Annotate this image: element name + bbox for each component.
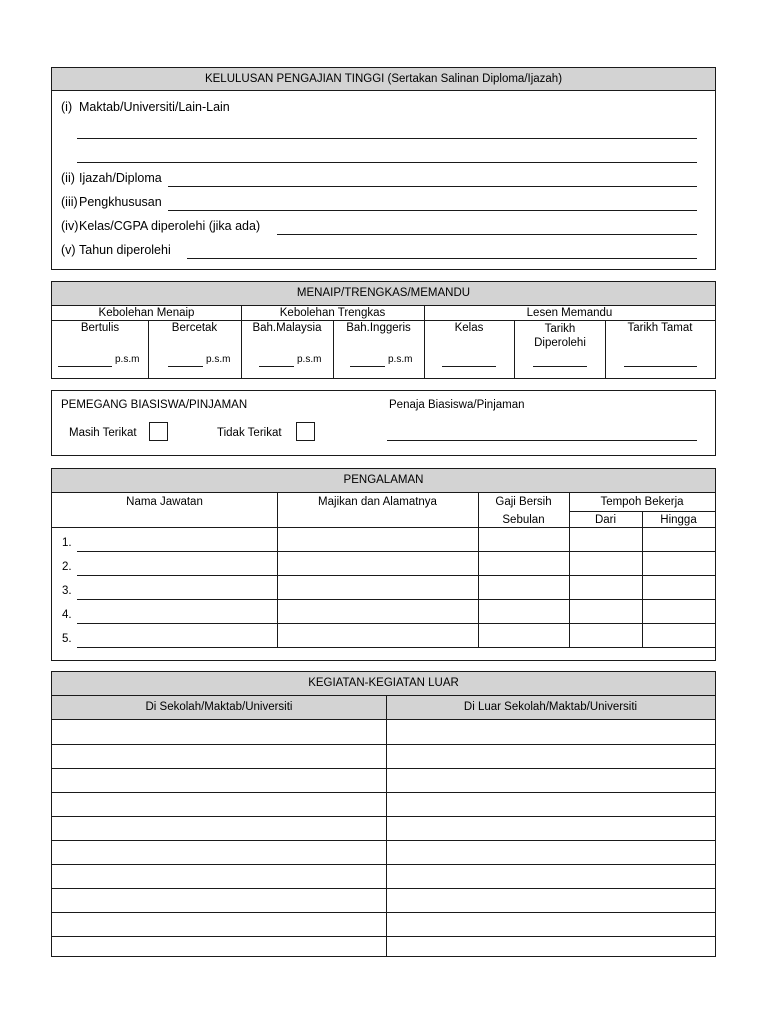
skills-group-divider bbox=[52, 320, 715, 321]
experience-hline bbox=[277, 647, 715, 648]
qualifications-header: KELULUSAN PENGAJIAN TINGGI (Sertakan Salinan Diploma/Ijazah) bbox=[52, 68, 715, 91]
activities-header: KEGIATAN-KEGIATAN LUAR bbox=[52, 672, 715, 696]
skills-input-bah-inggeris[interactable] bbox=[350, 366, 385, 367]
experience-row-num: 3. bbox=[62, 585, 72, 597]
skills-col-tarikh-tamat: Tarikh Tamat bbox=[627, 322, 693, 334]
activities-row-line[interactable] bbox=[52, 744, 715, 745]
qual-2-num: (ii) bbox=[61, 171, 75, 185]
qual-3-num: (iii) bbox=[61, 195, 78, 209]
skills-input-bah-malaysia[interactable] bbox=[259, 366, 294, 367]
qual-3-label: Pengkhususan bbox=[79, 195, 162, 209]
qualifications-section bbox=[51, 67, 716, 270]
skills-header: MENAIP/TRENGKAS/MEMANDU bbox=[52, 282, 715, 306]
qual-3-line[interactable] bbox=[168, 210, 697, 211]
experience-col-salary-2: Sebulan bbox=[502, 514, 545, 526]
experience-row-num: 2. bbox=[62, 561, 72, 573]
experience-vline bbox=[277, 493, 278, 647]
skills-unit: p.s.m bbox=[388, 354, 413, 365]
qual-2-line[interactable] bbox=[168, 186, 697, 187]
activities-row-line[interactable] bbox=[52, 912, 715, 913]
still-bound-checkbox[interactable] bbox=[149, 422, 168, 441]
experience-col-to: Hingga bbox=[660, 514, 697, 526]
experience-hline bbox=[277, 551, 715, 552]
skills-unit: p.s.m bbox=[115, 354, 140, 365]
qual-1-line-2[interactable] bbox=[77, 162, 697, 163]
skills-vline bbox=[514, 320, 515, 378]
experience-job-input[interactable] bbox=[77, 647, 277, 648]
activities-row-line[interactable] bbox=[52, 816, 715, 817]
activities-row-line[interactable] bbox=[52, 888, 715, 889]
sponsor-input-line[interactable] bbox=[387, 440, 697, 441]
skills-input-bertulis[interactable] bbox=[58, 366, 112, 367]
experience-hline bbox=[277, 623, 715, 624]
activities-vline bbox=[386, 696, 387, 956]
activities-row-line[interactable] bbox=[52, 936, 715, 937]
experience-hline bbox=[277, 575, 715, 576]
qual-4-line[interactable] bbox=[277, 234, 697, 235]
experience-section bbox=[51, 468, 716, 661]
skills-col-bah-inggeris: Bah.Inggeris bbox=[346, 322, 411, 334]
skills-col-tarikh-diperolehi: Tarikh Diperolehi bbox=[534, 323, 586, 349]
not-bound-checkbox[interactable] bbox=[296, 422, 315, 441]
qual-4-num: (iv) bbox=[61, 219, 79, 233]
experience-vline bbox=[642, 511, 643, 647]
experience-col-period: Tempoh Bekerja bbox=[600, 496, 684, 508]
experience-hline bbox=[52, 527, 715, 528]
experience-vline bbox=[478, 493, 479, 647]
sponsor-label: Penaja Biasiswa/Pinjaman bbox=[389, 399, 525, 411]
skills-vline bbox=[241, 306, 242, 378]
experience-row-num: 5. bbox=[62, 633, 72, 645]
activities-section bbox=[51, 671, 716, 957]
activities-col-out: Di Luar Sekolah/Maktab/Universiti bbox=[386, 696, 715, 720]
qual-4-label: Kelas/CGPA diperolehi (jika ada) bbox=[79, 219, 261, 233]
experience-job-input[interactable] bbox=[77, 599, 277, 600]
activities-row-line[interactable] bbox=[52, 768, 715, 769]
activities-row-line[interactable] bbox=[52, 792, 715, 793]
experience-col-job: Nama Jawatan bbox=[126, 496, 203, 508]
skills-vline bbox=[424, 306, 425, 378]
scholarship-label: PEMEGANG BIASISWA/PINJAMAN bbox=[61, 399, 248, 411]
experience-hline bbox=[277, 599, 715, 600]
skills-group-license: Lesen Memandu bbox=[526, 307, 613, 319]
activities-row-line[interactable] bbox=[52, 840, 715, 841]
experience-col-employer: Majikan dan Alamatnya bbox=[318, 496, 437, 508]
skills-input-kelas[interactable] bbox=[442, 366, 496, 367]
activities-row-line[interactable] bbox=[52, 864, 715, 865]
experience-header: PENGALAMAN bbox=[52, 469, 715, 493]
not-bound-label: Tidak Terikat bbox=[217, 427, 282, 439]
experience-row-num: 4. bbox=[62, 609, 72, 621]
skills-group-shorthand: Kebolehan Trengkas bbox=[279, 307, 386, 319]
experience-job-input[interactable] bbox=[77, 575, 277, 576]
qual-1-line-1[interactable] bbox=[77, 138, 697, 139]
experience-col-from: Dari bbox=[594, 514, 617, 526]
skills-input-bercetak[interactable] bbox=[168, 366, 203, 367]
qual-5-line[interactable] bbox=[187, 258, 697, 259]
qual-2-label: Ijazah/Diploma bbox=[79, 171, 162, 185]
skills-unit: p.s.m bbox=[297, 354, 322, 365]
qual-5-label: Tahun diperolehi bbox=[79, 243, 171, 257]
skills-input-tarikh-diperolehi[interactable] bbox=[533, 366, 587, 367]
qual-1-num: (i) bbox=[61, 100, 73, 114]
qual-1-label: Maktab/Universiti/Lain-Lain bbox=[79, 100, 230, 114]
still-bound-label: Masih Terikat bbox=[69, 427, 137, 439]
skills-col-bah-malaysia: Bah.Malaysia bbox=[252, 322, 322, 334]
experience-job-input[interactable] bbox=[77, 551, 277, 552]
activities-col-in: Di Sekolah/Maktab/Universiti bbox=[52, 696, 386, 720]
skills-input-tarikh-tamat[interactable] bbox=[624, 366, 697, 367]
scholarship-section bbox=[51, 390, 716, 456]
experience-row-num: 1. bbox=[62, 537, 72, 549]
skills-group-typing: Kebolehan Menaip bbox=[98, 307, 195, 319]
skills-col-bertulis: Bertulis bbox=[80, 322, 120, 334]
experience-col-salary-1: Gaji Bersih bbox=[495, 496, 552, 508]
skills-unit: p.s.m bbox=[206, 354, 231, 365]
experience-job-input[interactable] bbox=[77, 623, 277, 624]
qual-5-num: (v) bbox=[61, 243, 76, 257]
experience-vline bbox=[569, 493, 570, 647]
skills-section bbox=[51, 281, 716, 379]
skills-col-kelas: Kelas bbox=[454, 322, 484, 334]
skills-col-bercetak: Bercetak bbox=[171, 322, 218, 334]
